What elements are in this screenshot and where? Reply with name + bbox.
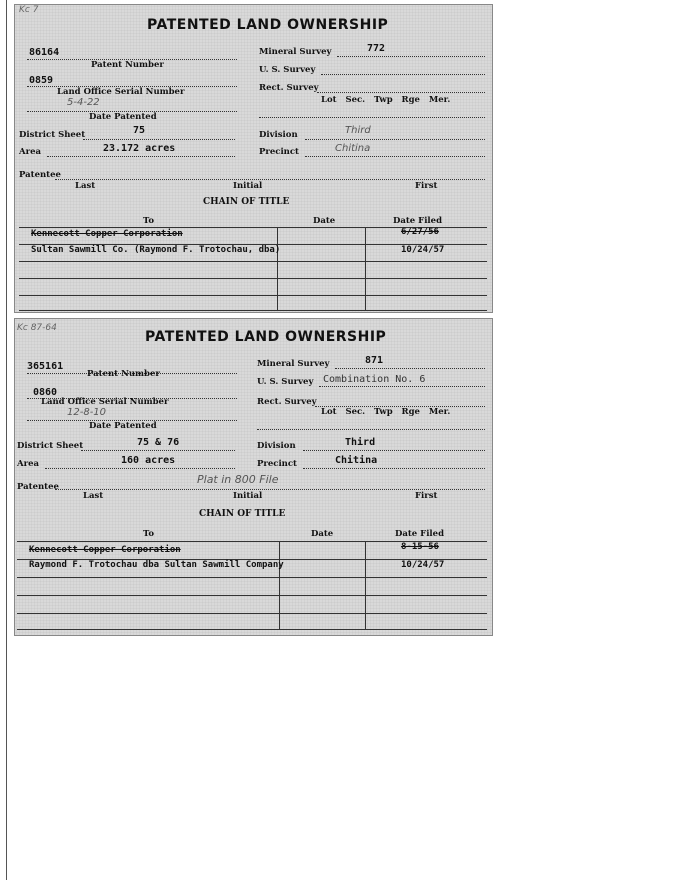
patent-number-label: Patent Number (91, 60, 164, 70)
patent-number-value: 86164 (29, 47, 60, 58)
chain-row-filed: 8-15-56 (401, 542, 439, 552)
chain-of-title-label: CHAIN OF TITLE (199, 509, 286, 519)
rect-survey-line (317, 92, 485, 93)
us-survey-line (321, 74, 485, 75)
precinct-value: Chitina (335, 143, 371, 154)
chain-row-to: Kennecott Copper Corporation (29, 545, 181, 555)
patentee-first-label: First (415, 181, 438, 191)
date-patented-label: Date Patented (89, 421, 157, 431)
corner-note: Kc 7 (19, 5, 39, 15)
precinct-line (303, 468, 485, 469)
division-value: Third (345, 437, 376, 448)
land-card-2 (14, 318, 493, 636)
patentee-last-label: Last (75, 181, 96, 191)
us-survey-label: U. S. Survey (257, 377, 314, 387)
table-column-rule (365, 227, 366, 310)
district-sheet-label: District Sheet (19, 130, 86, 140)
land-card-1 (14, 4, 493, 313)
table-rule (19, 295, 487, 296)
patentee-initial-label: Initial (233, 491, 263, 501)
corner-note: Kc 87-64 (17, 323, 57, 333)
serial-value: 0860 (33, 387, 58, 398)
mineral-survey-label: Mineral Survey (259, 47, 332, 57)
mineral-survey-line (337, 56, 485, 57)
division-label: Division (259, 130, 298, 140)
mineral-survey-label: Mineral Survey (257, 359, 330, 369)
patentee-line (55, 179, 485, 180)
card-title: PATENTED LAND OWNERSHIP (145, 329, 387, 345)
date-patented-value: 5-4-22 (67, 97, 100, 108)
district-sheet-line (81, 450, 235, 451)
col-to-header: To (143, 216, 155, 226)
precinct-value: Chitina (335, 455, 378, 466)
rect-survey-columns: Lot Sec. Twp Rge Mer. (321, 407, 451, 417)
chain-row-to: Kennecott Copper Corporation (31, 229, 183, 239)
precinct-label: Precinct (257, 459, 297, 469)
district-sheet-line (83, 139, 235, 140)
us-survey-value: Combination No. 6 (323, 374, 426, 385)
table-rule (19, 310, 487, 311)
table-column-rule (279, 541, 280, 629)
col-date-header: Date (313, 216, 336, 226)
date-patented-value: 12-8-10 (67, 407, 107, 418)
area-value: 160 acres (121, 455, 176, 466)
table-rule (19, 278, 487, 279)
area-line (47, 156, 235, 157)
division-value: Third (345, 125, 371, 136)
patent-number-value: 365161 (27, 361, 64, 372)
district-sheet-value: 75 & 76 (137, 437, 180, 448)
us-survey-line (319, 386, 485, 387)
table-rule (17, 629, 487, 630)
division-line (305, 139, 485, 140)
serial-value: 0859 (29, 75, 54, 86)
area-label: Area (19, 147, 41, 157)
serial-label: Land Office Serial Number (57, 87, 185, 97)
col-to-header: To (143, 529, 155, 539)
table-rule (17, 577, 487, 578)
date-patented-label: Date Patented (89, 112, 157, 122)
mineral-survey-value: 772 (367, 43, 386, 54)
table-column-rule (365, 541, 366, 629)
patentee-label: Patentee (19, 170, 61, 180)
precinct-label: Precinct (259, 147, 299, 157)
patentee-note: Plat in 800 File (197, 473, 279, 486)
division-line (303, 450, 485, 451)
chain-of-title-label: CHAIN OF TITLE (203, 197, 290, 207)
district-sheet-label: District Sheet (17, 441, 84, 451)
us-survey-label: U. S. Survey (259, 65, 316, 75)
chain-row-to: Raymond F. Trotochau dba Sultan Sawmill Company (29, 560, 284, 570)
patentee-initial-label: Initial (233, 181, 263, 191)
card-title: PATENTED LAND OWNERSHIP (147, 17, 389, 33)
rect-survey-label: Rect. Survey (257, 397, 317, 407)
mineral-survey-line (335, 368, 485, 369)
chain-row-filed: 10/24/57 (401, 245, 445, 255)
chain-row-filed: 10/24/57 (401, 560, 445, 570)
division-label: Division (257, 441, 296, 451)
precinct-line (305, 156, 485, 157)
patentee-line (55, 489, 485, 490)
patentee-label: Patentee (17, 482, 59, 492)
area-value: 23.172 acres (103, 143, 176, 154)
mineral-survey-value: 871 (365, 355, 384, 366)
patent-number-label: Patent Number (87, 369, 160, 379)
col-date-header: Date (311, 529, 334, 539)
rect-survey-line-2 (259, 117, 485, 118)
rect-survey-line-2 (257, 429, 485, 430)
rect-survey-label: Rect. Survey (259, 83, 319, 93)
chain-row-filed: 6/27/56 (401, 227, 439, 237)
table-rule (17, 613, 487, 614)
area-line (45, 468, 235, 469)
district-sheet-value: 75 (133, 125, 146, 136)
table-rule (17, 595, 487, 596)
col-date-filed-header: Date Filed (395, 529, 445, 539)
patentee-first-label: First (415, 491, 438, 501)
rect-survey-columns: Lot Sec. Twp Rge Mer. (321, 95, 451, 105)
table-column-rule (277, 227, 278, 310)
chain-row-to: Sultan Sawmill Co. (Raymond F. Trotochau, dba) (31, 245, 281, 255)
col-date-filed-header: Date Filed (393, 216, 443, 226)
area-label: Area (17, 459, 39, 469)
serial-label: Land Office Serial Number (41, 397, 169, 407)
patentee-last-label: Last (83, 491, 104, 501)
page-border-line (6, 0, 7, 880)
table-rule (19, 261, 487, 262)
